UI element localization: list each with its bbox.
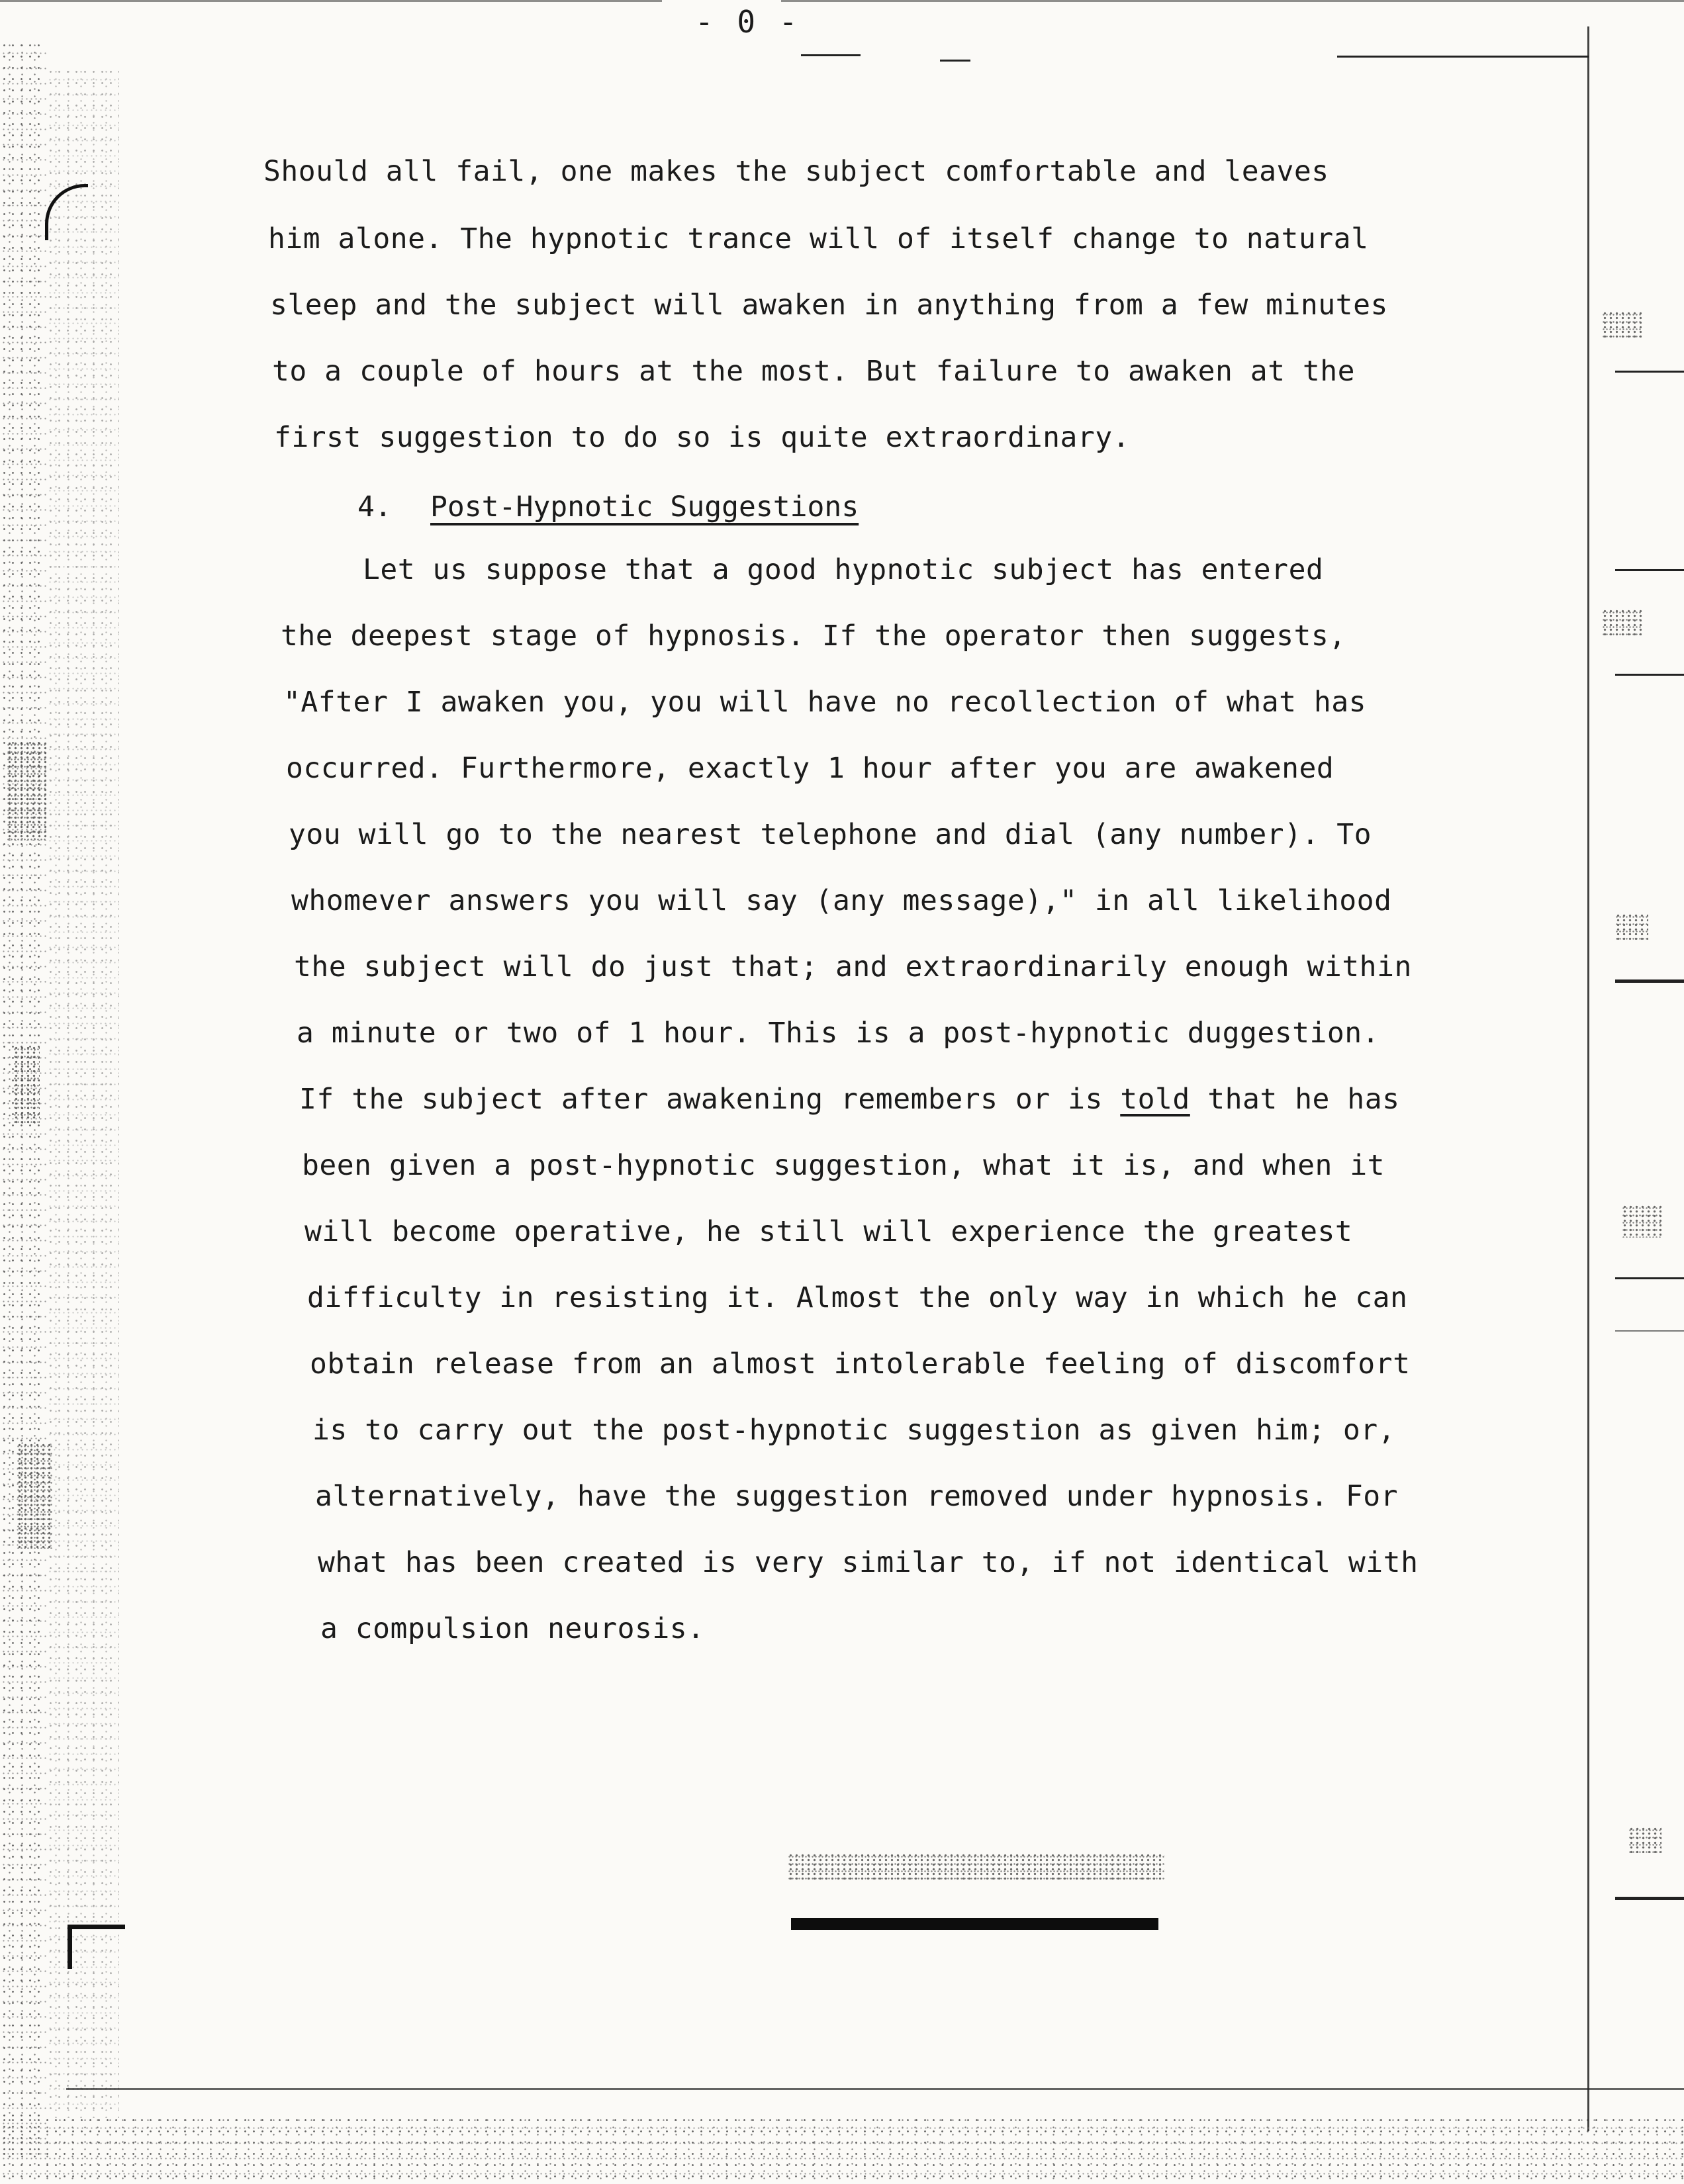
text-line: to a couple of hours at the most. But failure to awaken at the [272,355,1356,388]
text-line: occurred. Furthermore, exactly 1 hour after you are awakened [286,752,1334,785]
text-line: Should all fail, one makes the subject comfortable and leaves [263,155,1329,188]
right-margin-dash [1615,1330,1684,1332]
right-margin-blob [1628,1827,1661,1853]
text-segment: that he has [1190,1083,1400,1116]
underlined-word: told [1120,1083,1190,1116]
section-number: 4. [357,490,392,523]
text-line: the subject will do just that; and extraordinarily enough within [294,950,1412,983]
left-margin-blob [13,1046,40,1125]
text-line: sleep and the subject will awaken in anything from a few minutes [270,289,1388,322]
right-margin-dash [1615,1897,1684,1900]
top-rule-right [781,0,1684,2]
header-dash-2 [940,60,970,62]
left-margin-blob [7,741,46,841]
text-segment: If the subject after awakening remembers or is [299,1083,1121,1116]
section-heading [357,490,859,523]
right-margin-dash [1615,569,1684,571]
right-margin-blob [1615,913,1648,940]
right-margin-dash [1615,674,1684,676]
text-line: a compulsion neurosis. [320,1612,705,1645]
text-line: difficulty in resisting it. Almost the only way in which he can [307,1281,1408,1314]
redaction-bar [791,1918,1158,1930]
bottom-speckle-band [0,2115,1684,2184]
page-number: - 0 - [695,4,800,40]
text-line: is to carry out the post-hypnotic suggestion as given him; or, [312,1414,1396,1447]
right-margin-blob [1602,609,1642,635]
header-dash-3 [1337,56,1589,58]
text-line: whomever answers you will say (any message)," in all likelihood [291,884,1392,917]
text-line: obtain release from an almost intolerable feeling of discomfort [310,1347,1411,1381]
right-margin-blob [1602,311,1642,338]
right-border-line [1587,26,1589,2131]
right-margin-blob [1622,1205,1661,1238]
right-margin-dash [1615,1277,1684,1279]
text-line: the deepest stage of hypnosis. If the operator then suggests, [281,619,1346,653]
text-line: first suggestion to do so is quite extraordinary. [274,421,1131,454]
bottom-rule [66,2088,1684,2090]
left-margin-blob [17,1443,53,1549]
text-line: what has been created is very similar to, if not identical with [318,1546,1419,1579]
redaction-smudge [788,1853,1165,1880]
text-line: been given a post-hypnotic suggestion, what it is, and when it [302,1149,1385,1182]
corner-mark [68,1925,125,1969]
text-line: alternatively, have the suggestion removed under hypnosis. For [315,1480,1399,1513]
text-line [299,1085,1399,1114]
text-line: a minute or two of 1 hour. This is a post-hypnotic duggestion. [297,1017,1380,1050]
text-line: you will go to the nearest telephone and dial (any number). To [289,818,1372,851]
text-line: "After I awaken you, you will have no recollection of what has [283,686,1367,719]
right-margin-dash [1615,979,1684,983]
left-margin-speckle-light [46,66,119,2118]
text-line: him alone. The hypnotic trance will of itself change to natural [268,222,1369,255]
text-line: Let us suppose that a good hypnotic subject has entered [363,553,1324,586]
right-margin-dash [1615,371,1684,373]
text-line: will become operative, he still will experience the greatest [304,1215,1353,1248]
top-rule-left [0,0,662,2]
section-title: Post-Hypnotic Suggestions [430,490,859,523]
header-dash-1 [801,54,861,56]
